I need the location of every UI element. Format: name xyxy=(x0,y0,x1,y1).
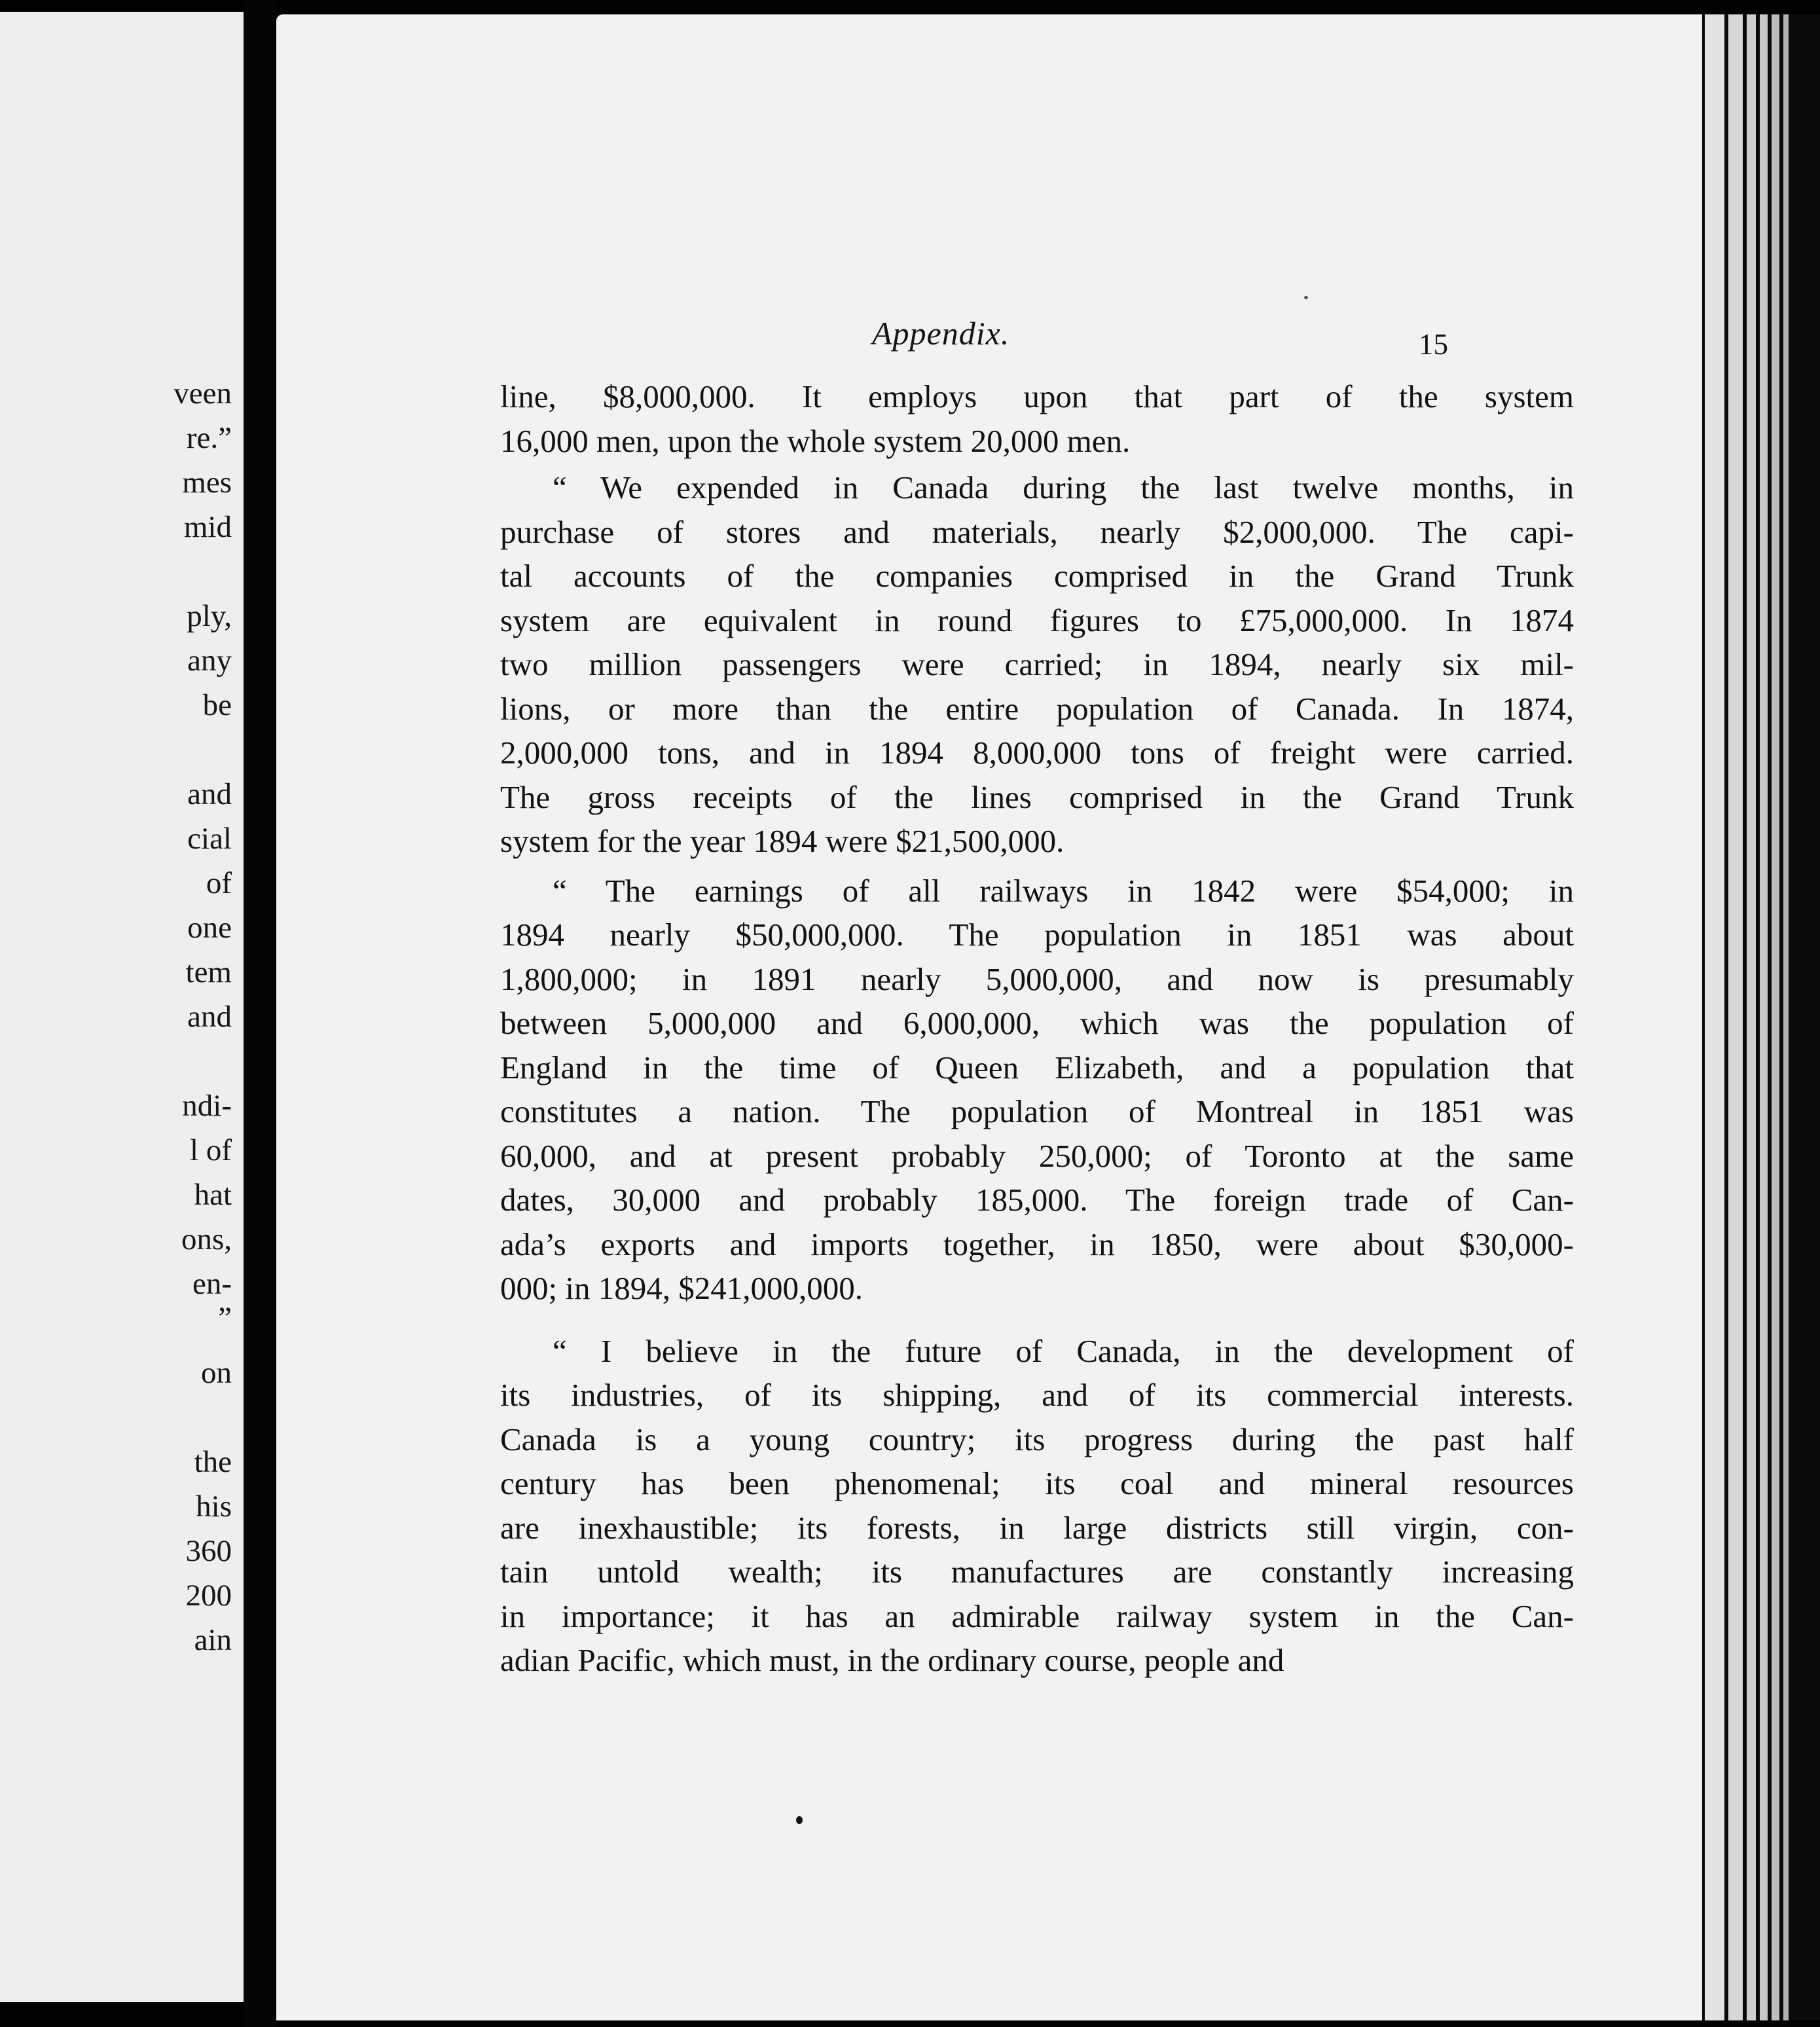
previous-page-line-fragment: mes xyxy=(182,466,232,500)
paragraph xyxy=(500,374,1574,463)
text-line: adian Pacific, which must, in the ordinary course, people and xyxy=(500,1642,1284,1678)
previous-page-line-fragment: 360 xyxy=(185,1534,232,1568)
previous-page-line-fragment: ply, xyxy=(187,599,232,633)
ink-mark xyxy=(796,1816,803,1824)
previous-page-line-fragment: tem xyxy=(185,955,232,989)
text-line: lions, or more than the entire population of Canada. In 1874, xyxy=(500,690,1574,727)
previous-page-line-fragment: the xyxy=(194,1445,232,1479)
page-number: 15 xyxy=(1419,328,1448,361)
text-line: line, $8,000,000. It employs upon that part of the system xyxy=(500,378,1574,414)
text-line: in importance; it has an admirable railway system in the Can- xyxy=(500,1598,1574,1634)
previous-page-line-fragment: and xyxy=(187,1000,232,1034)
text-line: England in the time of Queen Elizabeth, and a population that xyxy=(500,1049,1574,1086)
previous-page-line-fragment: on xyxy=(201,1356,232,1390)
previous-page-line-fragment: veen xyxy=(173,376,232,411)
previous-page-line-fragment: cial xyxy=(187,822,232,856)
text-line: “ The earnings of all railways in 1842 were $54,000; in xyxy=(553,872,1574,909)
previous-page-line-fragment: 200 xyxy=(185,1579,232,1613)
paragraph xyxy=(500,1329,1574,1683)
text-line: 60,000, and at present probably 250,000; of Toronto at the same xyxy=(500,1137,1574,1174)
previous-page-line-fragment: and xyxy=(187,777,232,811)
page-edge xyxy=(1772,14,1779,2020)
text-line: 1894 nearly $50,000,000. The population in 1851 was about xyxy=(500,917,1574,953)
text-line: between 5,000,000 and 6,000,000, which was the population of xyxy=(500,1005,1574,1041)
text-line: 2,000,000 tons, and in 1894 8,000,000 tons of freight were carried. xyxy=(500,735,1574,771)
page-edge xyxy=(1728,14,1743,2020)
previous-page-line-fragment: one xyxy=(187,911,232,945)
page-edge xyxy=(1705,14,1724,2020)
text-line: ada’s exports and imports together, in 1850, were about $30,000- xyxy=(500,1226,1574,1262)
text-line: “ I believe in the future of Canada, in the development of xyxy=(553,1332,1574,1369)
previous-page-line-fragment: l of xyxy=(190,1133,232,1167)
text-line: two million passengers were carried; in 1894, nearly six mil- xyxy=(500,646,1574,682)
text-line: “ We expended in Canada during the last twelve months, in xyxy=(553,469,1574,505)
previous-page-line-fragment: be xyxy=(202,688,232,722)
previous-page-line-fragment: ons, xyxy=(181,1222,232,1256)
text-line: century has been phenomenal; its coal and mineral resources xyxy=(500,1465,1574,1501)
paragraph xyxy=(500,869,1574,1311)
current-page xyxy=(276,14,1730,2020)
previous-page-line-fragment: ” xyxy=(218,1301,232,1335)
page-edges xyxy=(1702,14,1820,2020)
text-line: constitutes a nation. The population of Montreal in 1851 was xyxy=(500,1093,1574,1129)
page-body-text xyxy=(500,374,1574,1683)
text-line: The gross receipts of the lines comprised in the Grand Trunk xyxy=(500,778,1574,815)
previous-page-line-fragment: re.” xyxy=(186,421,232,455)
previous-page-line-fragment: ndi- xyxy=(182,1089,232,1123)
text-line: 1,800,000; in 1891 nearly 5,000,000, and now is presumably xyxy=(500,960,1574,997)
text-line: purchase of stores and materials, nearly $2,000,000. The capi- xyxy=(500,513,1574,550)
page-header xyxy=(276,314,1730,361)
text-line: 16,000 men, upon the whole system 20,000 men. xyxy=(500,422,1131,459)
text-line: system are equivalent in round figures to £75,000,000. In 1874 xyxy=(500,602,1574,638)
page-edge xyxy=(1760,14,1768,2020)
text-line: system for the year 1894 were $21,500,000. xyxy=(500,823,1065,859)
text-line: its industries, of its shipping, and of its commercial interests. xyxy=(500,1377,1574,1413)
text-line: tain untold wealth; its manufactures are constantly increasing xyxy=(500,1554,1574,1590)
previous-page-line-fragment: his xyxy=(196,1489,232,1524)
previous-page xyxy=(0,12,244,2002)
running-head: Appendix. xyxy=(872,315,1010,352)
text-line: Canada is a young country; its progress during the past half xyxy=(500,1421,1574,1457)
text-line: 000; in 1894, $241,000,000. xyxy=(500,1270,863,1306)
page-edge xyxy=(1783,14,1789,2020)
book-gutter xyxy=(244,0,276,2027)
text-line: tal accounts of the companies comprised in the Grand Trunk xyxy=(500,558,1574,594)
paragraph xyxy=(500,466,1574,864)
text-line: are inexhaustible; its forests, in large districts still virgin, con- xyxy=(500,1509,1574,1546)
previous-page-line-fragment: any xyxy=(187,644,232,678)
previous-page-line-fragment: hat xyxy=(194,1178,232,1212)
previous-page-line-fragment: ain xyxy=(194,1623,232,1657)
previous-page-line-fragment: mid xyxy=(183,510,232,544)
paper-speck xyxy=(1304,296,1308,299)
previous-page-line-fragment: of xyxy=(206,866,232,900)
previous-page-line-fragment: en- xyxy=(192,1267,232,1301)
text-line: dates, 30,000 and probably 185,000. The foreign trade of Can- xyxy=(500,1182,1574,1218)
page-edge xyxy=(1747,14,1756,2020)
